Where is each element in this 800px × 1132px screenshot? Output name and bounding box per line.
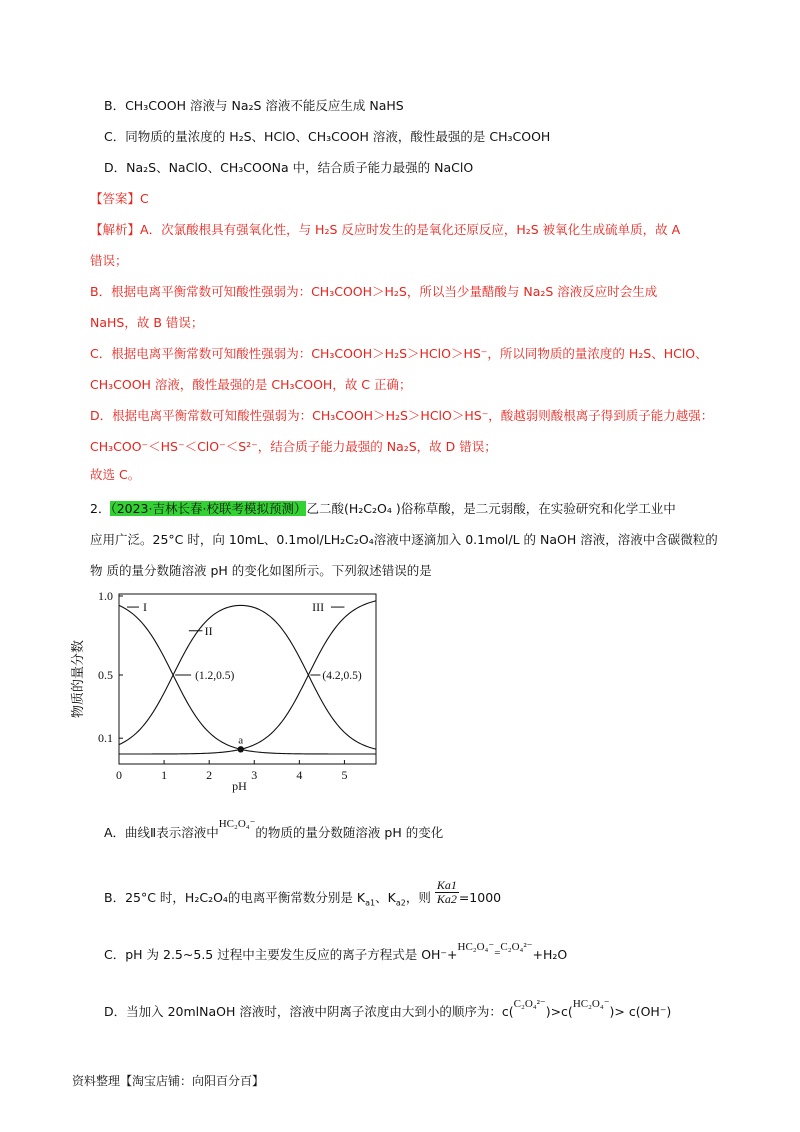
x-tick-label: 5	[341, 768, 348, 782]
choice-b: B．25°C 时，H₂C₂O₄的电离平衡常数分别是 $K_{a1}$、$K_{a2}$，则 $\frac{Ka1}{Ka2}$ =1000	[104, 878, 502, 908]
option-b-prev: B．CH₃COOH 溶液与 Na₂S 溶液不能反应生成 NaHS	[104, 98, 404, 113]
answer-line	[90, 190, 149, 208]
x-tick-label: 3	[251, 768, 258, 782]
question-source: （2023·吉林长春·校联考模拟预测）	[110, 501, 307, 516]
x-tick-label: 1	[161, 768, 168, 782]
x-axis-label: pH	[232, 779, 247, 793]
distribution-chart	[62, 584, 392, 793]
x-tick-label: 4	[296, 768, 303, 782]
analysis-line-7: D．根据电离平衡常数可知酸性强弱为：CH₃COOH＞H₂S＞HClO＞HS⁻，酸越弱则酸根离子得到质子能力越强：	[90, 408, 714, 423]
analysis-line-6: CH₃COOH 溶液，酸性最强的是 CH₃COOH，故 C 正确；	[90, 377, 412, 392]
analysis-line-1: 【解析】A．次氯酸根具有强氧化性，与 H₂S 反应时发生的是氧化还原反应，H₂S 被氧化生成硫单质，故 A	[90, 222, 681, 237]
y-tick-label: 1.0	[98, 589, 113, 603]
y-tick-label: 0.1	[98, 731, 113, 746]
series-label-I: I	[143, 600, 147, 615]
series-label-II: II	[204, 623, 213, 638]
choice-c-product: C₂O₄²⁻	[500, 941, 533, 953]
x-tick-label: 2	[206, 768, 213, 782]
choice-d-species-1: C₂O₄²⁻	[513, 998, 546, 1010]
choice-d-species-2: HC₂O₄⁻	[572, 998, 610, 1010]
analysis-label: 【解析】	[90, 222, 141, 237]
annotation-pka1: (1.2,0.5)	[195, 670, 235, 682]
ka-ratio-fraction	[435, 879, 459, 906]
question2-line-2: 应用广泛。25°C 时，向 10mL、0.1mol/LH₂C₂O₄溶液中逐滴加入 0.1mol/L 的 NaOH 溶液，溶液中含碳微粒的	[90, 532, 718, 547]
analysis-line-2: 错误；	[90, 253, 128, 268]
analysis-line-9: 故选 C。	[90, 467, 141, 482]
analysis-line-4: NaHS，故 B 错误；	[90, 315, 204, 330]
point-a-marker	[238, 746, 244, 752]
question2-line-3: 物 质的量分数随溶液 pH 的变化如图所示。下列叙述错误的是	[90, 563, 432, 578]
ka2-denominator: Ka2	[436, 892, 457, 906]
ka1-numerator: Ka1	[436, 878, 457, 892]
choice-c: C．pH 为 2.5~5.5 过程中主要发生反应的离子方程式是 OH⁻+HC₂O₄⁻=C₂O₄²⁻+H₂O	[104, 941, 568, 962]
y-tick-label: 0.5	[98, 668, 113, 682]
choice-d: D．当加入 20mlNaOH 溶液时，溶液中阴离子浓度由大到小的顺序为：c(C₂O₄²⁻)>c(HC₂O₄⁻)> c(OH⁻)	[104, 998, 672, 1019]
x-tick-label: 0	[116, 768, 122, 782]
analysis-line-5: C．根据电离平衡常数可知酸性强弱为：CH₃COOH＞H₂S＞HClO＞HS⁻，所以同物质的量浓度的 H₂S、HClO、	[90, 346, 708, 361]
choice-a-species: HC₂O₄⁻	[218, 818, 256, 830]
annotation-pka2: (4.2,0.5)	[322, 670, 362, 682]
choice-c-reactant: HC₂O₄⁻	[457, 941, 495, 953]
analysis-line-3: B．根据电离平衡常数可知酸性强弱为：CH₃COOH＞H₂S，所以当少量醋酸与 Na₂S 溶液反应时会生成	[90, 284, 658, 299]
analysis-line-8: CH₃COO⁻＜HS⁻＜ClO⁻＜S²⁻，结合质子能力最强的 Na₂S，故 D 错误；	[90, 439, 497, 454]
y-axis-label: 物质的量分数	[71, 639, 86, 719]
footer-source: 资料整理【淘宝店铺：向阳百分百】	[72, 1074, 265, 1088]
question-number: 2．	[90, 501, 111, 516]
answer-value: C	[140, 191, 149, 206]
point-a-label: a	[238, 734, 244, 747]
question2-line-1: 2．（2023·吉林长春·校联考模拟预测）乙二酸(H₂C₂O₄ )俗称草酸，是二元弱酸，在实验研究和化学工业中	[90, 501, 676, 516]
option-d-prev: D．Na₂S、NaClO、CH₃COONa 中，结合质子能力最强的 NaClO	[104, 160, 474, 175]
choice-a: A．曲线Ⅱ表示溶液中HC₂O₄⁻的物质的量分数随溶液 pH 的变化	[104, 818, 444, 840]
answer-label: 【答案】	[90, 191, 141, 206]
series-label-III: III	[312, 600, 325, 615]
option-c-prev: C．同物质的量浓度的 H₂S、HClO、CH₃COOH 溶液，酸性最强的是 CH₃COOH	[104, 129, 551, 144]
